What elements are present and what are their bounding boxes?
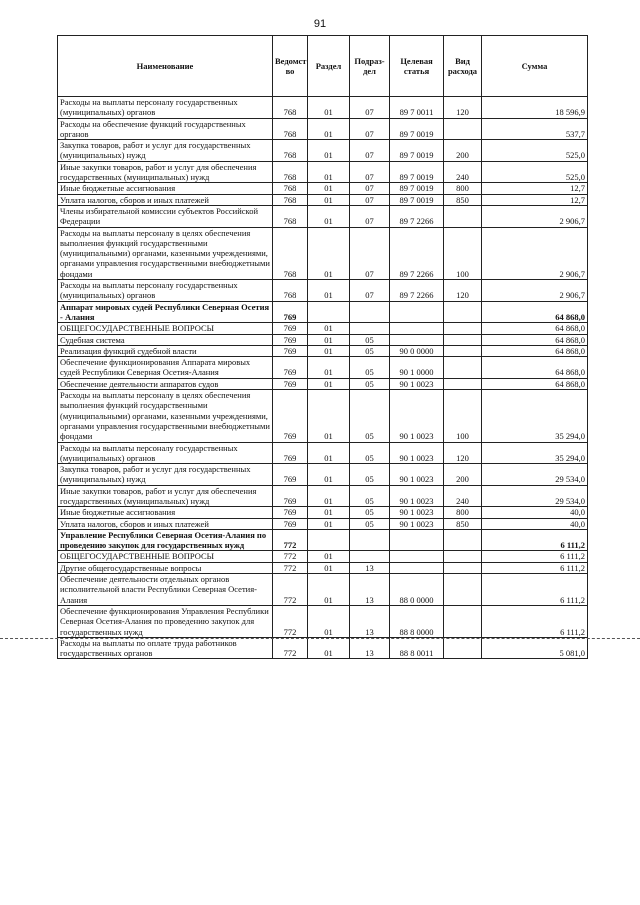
table-header-row <box>58 36 588 97</box>
cell-statya <box>390 334 444 345</box>
table-row <box>58 140 588 162</box>
table-row <box>58 345 588 356</box>
cell-statya: 88 8 0011 <box>390 637 444 659</box>
table-row <box>58 205 588 227</box>
cell-statya: 88 8 0000 <box>390 605 444 637</box>
cell-vid: 100 <box>444 390 482 442</box>
cell-summa: 29 534,0 <box>482 485 588 507</box>
table-row <box>58 280 588 302</box>
cell-razdel: 01 <box>308 637 350 659</box>
cell-vedomstvo: 769 <box>273 507 308 518</box>
header-vid: Вид расхода <box>444 36 482 97</box>
cell-razdel: 01 <box>308 334 350 345</box>
cell-name: Расходы на выплаты персоналу в целях обеспечения выполнения функций государственными (муниципальными) органами, казенными учреждениями, органами управления государственными внебюджетными фондами <box>58 227 273 279</box>
cell-summa: 525,0 <box>482 161 588 183</box>
cell-vid <box>444 551 482 562</box>
cell-summa: 6 111,2 <box>482 574 588 606</box>
cell-statya: 89 7 0019 <box>390 161 444 183</box>
cell-name: ОБЩЕГОСУДАРСТВЕННЫЕ ВОПРОСЫ <box>58 551 273 562</box>
table-row <box>58 605 588 637</box>
cell-razdel: 01 <box>308 562 350 573</box>
cell-vedomstvo: 769 <box>273 334 308 345</box>
cell-summa: 525,0 <box>482 140 588 162</box>
cell-vid: 120 <box>444 442 482 464</box>
cell-summa: 6 111,2 <box>482 562 588 573</box>
cell-statya <box>390 529 444 551</box>
header-summa: Сумма <box>482 36 588 97</box>
table-row <box>58 562 588 573</box>
cell-vid: 800 <box>444 507 482 518</box>
cell-podrazdel: 13 <box>350 574 390 606</box>
table-row <box>58 529 588 551</box>
cell-vid: 240 <box>444 161 482 183</box>
table-row <box>58 518 588 529</box>
table-row <box>58 334 588 345</box>
cell-vid <box>444 323 482 334</box>
cell-statya: 89 7 2266 <box>390 205 444 227</box>
table-row <box>58 637 588 659</box>
cell-statya: 90 0 0000 <box>390 345 444 356</box>
cell-podrazdel: 07 <box>350 140 390 162</box>
cell-podrazdel <box>350 323 390 334</box>
cell-razdel <box>308 301 350 323</box>
cell-name: Расходы на выплаты персоналу государственных (муниципальных) органов <box>58 97 273 119</box>
cell-vid: 120 <box>444 280 482 302</box>
cell-summa: 40,0 <box>482 507 588 518</box>
cell-vedomstvo: 768 <box>273 161 308 183</box>
cell-razdel: 01 <box>308 205 350 227</box>
cell-podrazdel: 05 <box>350 442 390 464</box>
cell-vedomstvo: 772 <box>273 605 308 637</box>
cell-razdel: 01 <box>308 194 350 205</box>
cell-vedomstvo: 769 <box>273 485 308 507</box>
cell-vid: 200 <box>444 140 482 162</box>
cell-statya <box>390 551 444 562</box>
table-row <box>58 183 588 194</box>
cell-summa: 64 868,0 <box>482 345 588 356</box>
cell-vid <box>444 205 482 227</box>
cell-statya: 90 1 0023 <box>390 464 444 486</box>
cell-vid <box>444 301 482 323</box>
cell-name: ОБЩЕГОСУДАРСТВЕННЫЕ ВОПРОСЫ <box>58 323 273 334</box>
table-row <box>58 442 588 464</box>
table-row <box>58 301 588 323</box>
table-row <box>58 574 588 606</box>
cell-podrazdel: 05 <box>350 345 390 356</box>
cell-name: Закупка товаров, работ и услуг для государственных (муниципальных) нужд <box>58 140 273 162</box>
cell-vid: 240 <box>444 485 482 507</box>
cell-name: Обеспечение функционирования Аппарата мировых судей Республики Северная Осетия-Алания <box>58 357 273 379</box>
cell-podrazdel: 07 <box>350 194 390 205</box>
cell-podrazdel: 07 <box>350 280 390 302</box>
cell-vedomstvo: 769 <box>273 323 308 334</box>
cell-razdel <box>308 529 350 551</box>
cell-statya: 89 7 2266 <box>390 227 444 279</box>
cell-vid <box>444 529 482 551</box>
table-row <box>58 507 588 518</box>
dashed-divider <box>0 638 640 639</box>
table-row <box>58 390 588 442</box>
cell-name: Судебная система <box>58 334 273 345</box>
cell-statya: 88 0 0000 <box>390 574 444 606</box>
cell-statya: 90 1 0023 <box>390 507 444 518</box>
table-row <box>58 485 588 507</box>
cell-razdel: 01 <box>308 507 350 518</box>
table-row <box>58 161 588 183</box>
cell-vid: 200 <box>444 464 482 486</box>
header-statya: Целевая статья <box>390 36 444 97</box>
cell-razdel: 01 <box>308 518 350 529</box>
cell-summa: 12,7 <box>482 194 588 205</box>
cell-razdel: 01 <box>308 140 350 162</box>
cell-vedomstvo: 768 <box>273 205 308 227</box>
cell-razdel: 01 <box>308 357 350 379</box>
cell-statya: 89 7 0019 <box>390 194 444 205</box>
cell-name: Расходы на выплаты персоналу государственных (муниципальных) органов <box>58 442 273 464</box>
header-vedomstvo: Ведомст во <box>273 36 308 97</box>
cell-podrazdel: 07 <box>350 97 390 119</box>
cell-podrazdel: 13 <box>350 637 390 659</box>
cell-vid <box>444 334 482 345</box>
cell-vedomstvo: 772 <box>273 562 308 573</box>
cell-podrazdel: 13 <box>350 605 390 637</box>
cell-podrazdel: 05 <box>350 390 390 442</box>
table-row <box>58 378 588 389</box>
cell-vedomstvo: 768 <box>273 97 308 119</box>
cell-vedomstvo: 768 <box>273 280 308 302</box>
cell-statya: 90 1 0023 <box>390 485 444 507</box>
cell-vid <box>444 378 482 389</box>
cell-statya: 90 1 0023 <box>390 518 444 529</box>
cell-podrazdel: 05 <box>350 334 390 345</box>
cell-podrazdel: 05 <box>350 485 390 507</box>
cell-summa: 2 906,7 <box>482 205 588 227</box>
cell-vedomstvo: 769 <box>273 378 308 389</box>
cell-vid: 850 <box>444 518 482 529</box>
cell-vedomstvo: 769 <box>273 442 308 464</box>
header-razdel: Раздел <box>308 36 350 97</box>
cell-podrazdel: 07 <box>350 161 390 183</box>
cell-name: Другие общегосударственные вопросы <box>58 562 273 573</box>
cell-podrazdel: 05 <box>350 464 390 486</box>
cell-name: Обеспечение деятельности отдельных органов исполнительной власти Республики Северная Осетия-Алания <box>58 574 273 606</box>
cell-summa: 35 294,0 <box>482 442 588 464</box>
table-row <box>58 357 588 379</box>
cell-summa: 537,7 <box>482 118 588 140</box>
cell-razdel: 01 <box>308 574 350 606</box>
cell-name: Обеспечение функционирования Управления Республики Северная Осетия-Алания по проведению закупок для государственных нужд <box>58 605 273 637</box>
cell-summa: 64 868,0 <box>482 357 588 379</box>
cell-name: Уплата налогов, сборов и иных платежей <box>58 518 273 529</box>
cell-vid <box>444 345 482 356</box>
cell-podrazdel: 07 <box>350 118 390 140</box>
table-body <box>58 97 588 659</box>
cell-statya <box>390 562 444 573</box>
cell-podrazdel: 05 <box>350 507 390 518</box>
cell-name: Члены избирательной комиссии субъектов Российской Федерации <box>58 205 273 227</box>
cell-razdel: 01 <box>308 280 350 302</box>
table-row <box>58 464 588 486</box>
cell-podrazdel: 05 <box>350 518 390 529</box>
cell-vedomstvo: 769 <box>273 345 308 356</box>
cell-razdel: 01 <box>308 97 350 119</box>
cell-summa: 29 534,0 <box>482 464 588 486</box>
cell-statya: 89 7 2266 <box>390 280 444 302</box>
cell-summa: 12,7 <box>482 183 588 194</box>
cell-razdel: 01 <box>308 485 350 507</box>
table-row <box>58 97 588 119</box>
cell-vedomstvo: 768 <box>273 194 308 205</box>
cell-name: Управление Республики Северная Осетия-Алания по проведению закупок для государственных нужд <box>58 529 273 551</box>
cell-summa: 2 906,7 <box>482 280 588 302</box>
cell-name: Иные закупки товаров, работ и услуг для обеспечения государственных (муниципальных) нужд <box>58 485 273 507</box>
cell-razdel: 01 <box>308 345 350 356</box>
cell-podrazdel <box>350 551 390 562</box>
cell-summa: 35 294,0 <box>482 390 588 442</box>
cell-vedomstvo: 772 <box>273 551 308 562</box>
cell-vid <box>444 637 482 659</box>
cell-statya: 90 1 0000 <box>390 357 444 379</box>
cell-vid: 120 <box>444 97 482 119</box>
cell-razdel: 01 <box>308 442 350 464</box>
cell-summa: 64 868,0 <box>482 378 588 389</box>
cell-vedomstvo: 772 <box>273 529 308 551</box>
cell-name: Иные закупки товаров, работ и услуг для обеспечения государственных (муниципальных) нужд <box>58 161 273 183</box>
table-row <box>58 227 588 279</box>
cell-vedomstvo: 769 <box>273 464 308 486</box>
cell-name: Расходы на выплаты по оплате труда работников государственных органов <box>58 637 273 659</box>
cell-statya <box>390 323 444 334</box>
cell-razdel: 01 <box>308 378 350 389</box>
cell-name: Реализация функций судебной власти <box>58 345 273 356</box>
cell-summa: 64 868,0 <box>482 301 588 323</box>
cell-vid: 100 <box>444 227 482 279</box>
cell-name: Расходы на выплаты персоналу государственных (муниципальных) органов <box>58 280 273 302</box>
cell-name: Расходы на выплаты персоналу в целях обеспечения выполнения функций государственными (муниципальными) органами, казенными учреждениями, органами управления государственными внебюджетными фондами <box>58 390 273 442</box>
cell-statya: 90 1 0023 <box>390 442 444 464</box>
cell-vedomstvo: 769 <box>273 301 308 323</box>
cell-razdel: 01 <box>308 464 350 486</box>
cell-vid: 850 <box>444 194 482 205</box>
cell-podrazdel: 07 <box>350 205 390 227</box>
cell-podrazdel: 07 <box>350 227 390 279</box>
cell-vedomstvo: 768 <box>273 140 308 162</box>
cell-statya: 90 1 0023 <box>390 378 444 389</box>
cell-podrazdel <box>350 529 390 551</box>
table-row <box>58 118 588 140</box>
cell-razdel: 01 <box>308 183 350 194</box>
cell-name: Обеспечение деятельности аппаратов судов <box>58 378 273 389</box>
cell-vid <box>444 562 482 573</box>
header-podrazdel: Подраз- дел <box>350 36 390 97</box>
cell-podrazdel <box>350 301 390 323</box>
cell-vedomstvo: 768 <box>273 183 308 194</box>
cell-name: Закупка товаров, работ и услуг для государственных (муниципальных) нужд <box>58 464 273 486</box>
cell-vedomstvo: 768 <box>273 227 308 279</box>
page-number: 91 <box>313 18 327 30</box>
cell-razdel: 01 <box>308 323 350 334</box>
cell-summa: 6 111,2 <box>482 529 588 551</box>
cell-vedomstvo: 768 <box>273 118 308 140</box>
cell-statya: 90 1 0023 <box>390 390 444 442</box>
header-name: Наименование <box>58 36 273 97</box>
cell-podrazdel: 05 <box>350 357 390 379</box>
cell-vedomstvo: 769 <box>273 518 308 529</box>
cell-vedomstvo: 772 <box>273 574 308 606</box>
cell-name: Иные бюджетные ассигнования <box>58 183 273 194</box>
cell-vid <box>444 605 482 637</box>
cell-statya: 89 7 0019 <box>390 183 444 194</box>
cell-summa: 64 868,0 <box>482 334 588 345</box>
cell-summa: 40,0 <box>482 518 588 529</box>
cell-podrazdel: 05 <box>350 378 390 389</box>
cell-vedomstvo: 769 <box>273 390 308 442</box>
cell-razdel: 01 <box>308 161 350 183</box>
cell-summa: 6 111,2 <box>482 551 588 562</box>
cell-summa: 5 081,0 <box>482 637 588 659</box>
cell-name: Расходы на обеспечение функций государственных органов <box>58 118 273 140</box>
cell-vid <box>444 574 482 606</box>
cell-summa: 6 111,2 <box>482 605 588 637</box>
cell-podrazdel: 13 <box>350 562 390 573</box>
cell-razdel: 01 <box>308 551 350 562</box>
cell-razdel: 01 <box>308 118 350 140</box>
budget-table <box>57 35 588 659</box>
cell-name: Аппарат мировых судей Республики Северная Осетия - Алания <box>58 301 273 323</box>
table-row <box>58 551 588 562</box>
cell-vedomstvo: 769 <box>273 357 308 379</box>
cell-razdel: 01 <box>308 390 350 442</box>
cell-vid <box>444 118 482 140</box>
cell-statya: 89 7 0019 <box>390 118 444 140</box>
cell-summa: 18 596,9 <box>482 97 588 119</box>
cell-name: Иные бюджетные ассигнования <box>58 507 273 518</box>
cell-razdel: 01 <box>308 227 350 279</box>
cell-vid <box>444 357 482 379</box>
cell-vedomstvo: 772 <box>273 637 308 659</box>
table-row <box>58 194 588 205</box>
cell-vid: 800 <box>444 183 482 194</box>
table-row <box>58 323 588 334</box>
cell-podrazdel: 07 <box>350 183 390 194</box>
cell-summa: 2 906,7 <box>482 227 588 279</box>
cell-summa: 64 868,0 <box>482 323 588 334</box>
cell-statya <box>390 301 444 323</box>
cell-statya: 89 7 0011 <box>390 97 444 119</box>
cell-name: Уплата налогов, сборов и иных платежей <box>58 194 273 205</box>
cell-razdel: 01 <box>308 605 350 637</box>
cell-statya: 89 7 0019 <box>390 140 444 162</box>
